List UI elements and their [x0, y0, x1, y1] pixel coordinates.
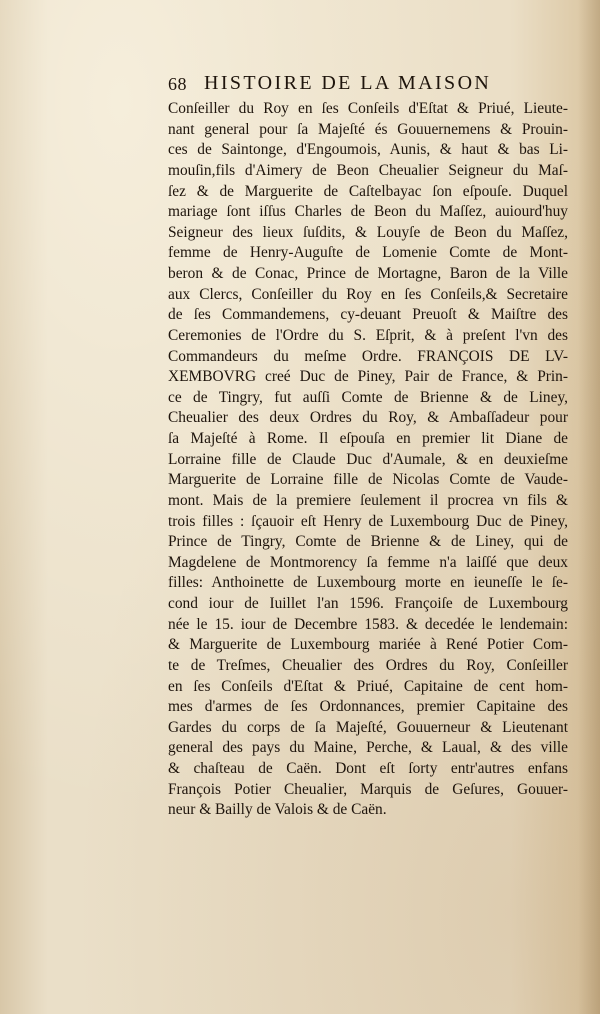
text-line: & chaſteau de Caën. Dont eſt ſorty entr'autres enfans [168, 760, 568, 777]
text-line: François Potier Cheualier, Marquis de Geſures, Gouuer- [168, 780, 568, 798]
text-line: Commandeurs du meſme Ordre. FRANÇOIS DE LV- [168, 347, 568, 365]
text-line: & Marguerite de Luxembourg mariée à René Potier Com- [168, 636, 568, 654]
text-line: Prince de Tingry, Comte de Brienne & de Liney, qui de [168, 533, 568, 551]
body-text [168, 99, 568, 821]
text-line: te de Treſmes, Cheualier des Ordres du Roy, Conſeiller [168, 656, 568, 674]
text-line: mouſin,fils d'Aimery de Beon Cheualier Seigneur du Maſ- [168, 161, 568, 179]
text-line: mariage ſont iſſus Charles de Beon du Maſſez, auiourd'huy [168, 203, 568, 221]
text-line: née le 15. iour de Decembre 1583. & decedée le lendemain: [168, 615, 568, 633]
text-line: Cheualier des deux Ordres du Roy, & Ambaſſadeur pour [168, 409, 568, 427]
text-line: beron & de Conac, Prince de Mortagne, Baron de la Ville [168, 265, 568, 282]
text-line: Conſeiller du Roy en ſes Conſeils d'Eſtat & Priué, Lieute- [168, 100, 568, 117]
text-line: XEMBOVRG creé Duc de Piney, Pair de France, & Prin- [168, 368, 568, 386]
text-line: mes d'armes de ſes Ordonnances, premier Capitaine des [168, 698, 568, 716]
text-line: Gardes du corps de ſa Majeſté, Gouuerneur & Lieutenant [168, 718, 568, 736]
text-line: Seigneur des lieux ſuſdits, & Louyſe de Beon du Maſſez, [168, 223, 568, 241]
text-line: Ceremonies de l'Ordre du S. Eſprit, & à preſent l'vn des [168, 326, 568, 344]
text-line: femme de Henry-Auguſte de Lomenie Comte de Mont- [168, 244, 568, 262]
text-line: Marguerite de Lorraine fille de Nicolas Comte de Vaude- [168, 471, 568, 489]
page-edge-shadow [578, 0, 600, 1014]
text-line: ce de Tingry, fut auſſi Comte de Brienne & de Liney, [168, 388, 568, 406]
text-line: ſez & de Marguerite de Caſtelbayac ſon eſpouſe. Duquel [168, 182, 568, 200]
page-number: 68 [168, 74, 187, 94]
text-line: filles: Anthoinette de Luxembourg morte en ieuneſſe le ſe- [168, 574, 568, 592]
text-line: trois filles : ſçauoir eſt Henry de Luxembourg Duc de Piney, [168, 512, 568, 530]
text-line: ces de Saintonge, d'Engoumois, Aunis, & haut & bas Li- [168, 141, 568, 159]
text-line: Magdelene de Montmorency ſa femme n'a laiſſé que deux [168, 553, 568, 571]
text-line: en ſes Conſeils d'Eſtat & Priué, Capitaine de cent hom- [168, 677, 568, 695]
page-header [168, 72, 528, 98]
text-line: Lorraine fille de Claude Duc d'Aumale, & en deuxieſme [168, 450, 568, 468]
running-head: HISTOIRE DE LA MAISON [204, 72, 492, 94]
text-line: nant general pour ſa Majeſté és Gouuernemens & Prouin- [168, 120, 568, 138]
text-line: neur & Bailly de Valois & de Caën. [168, 801, 387, 819]
text-line: mont. Mais de la premiere ſeulement il procrea vn fils & [168, 491, 568, 509]
text-line: cond iour de Iuillet l'an 1596. Françoiſe de Luxembourg [168, 595, 568, 612]
text-line: aux Clercs, Conſeiller du Roy en ſes Conſeils,& Secretaire [168, 285, 568, 303]
text-line: ſa Majeſté à Rome. Il eſpouſa en premier lit Diane de [168, 430, 568, 447]
text-line: general des pays du Maine, Perche, & Laual, & des ville [168, 739, 568, 757]
text-line: de ſes Commandemens, cy-deuant Preuoſt & Maiſtre des [168, 306, 568, 324]
